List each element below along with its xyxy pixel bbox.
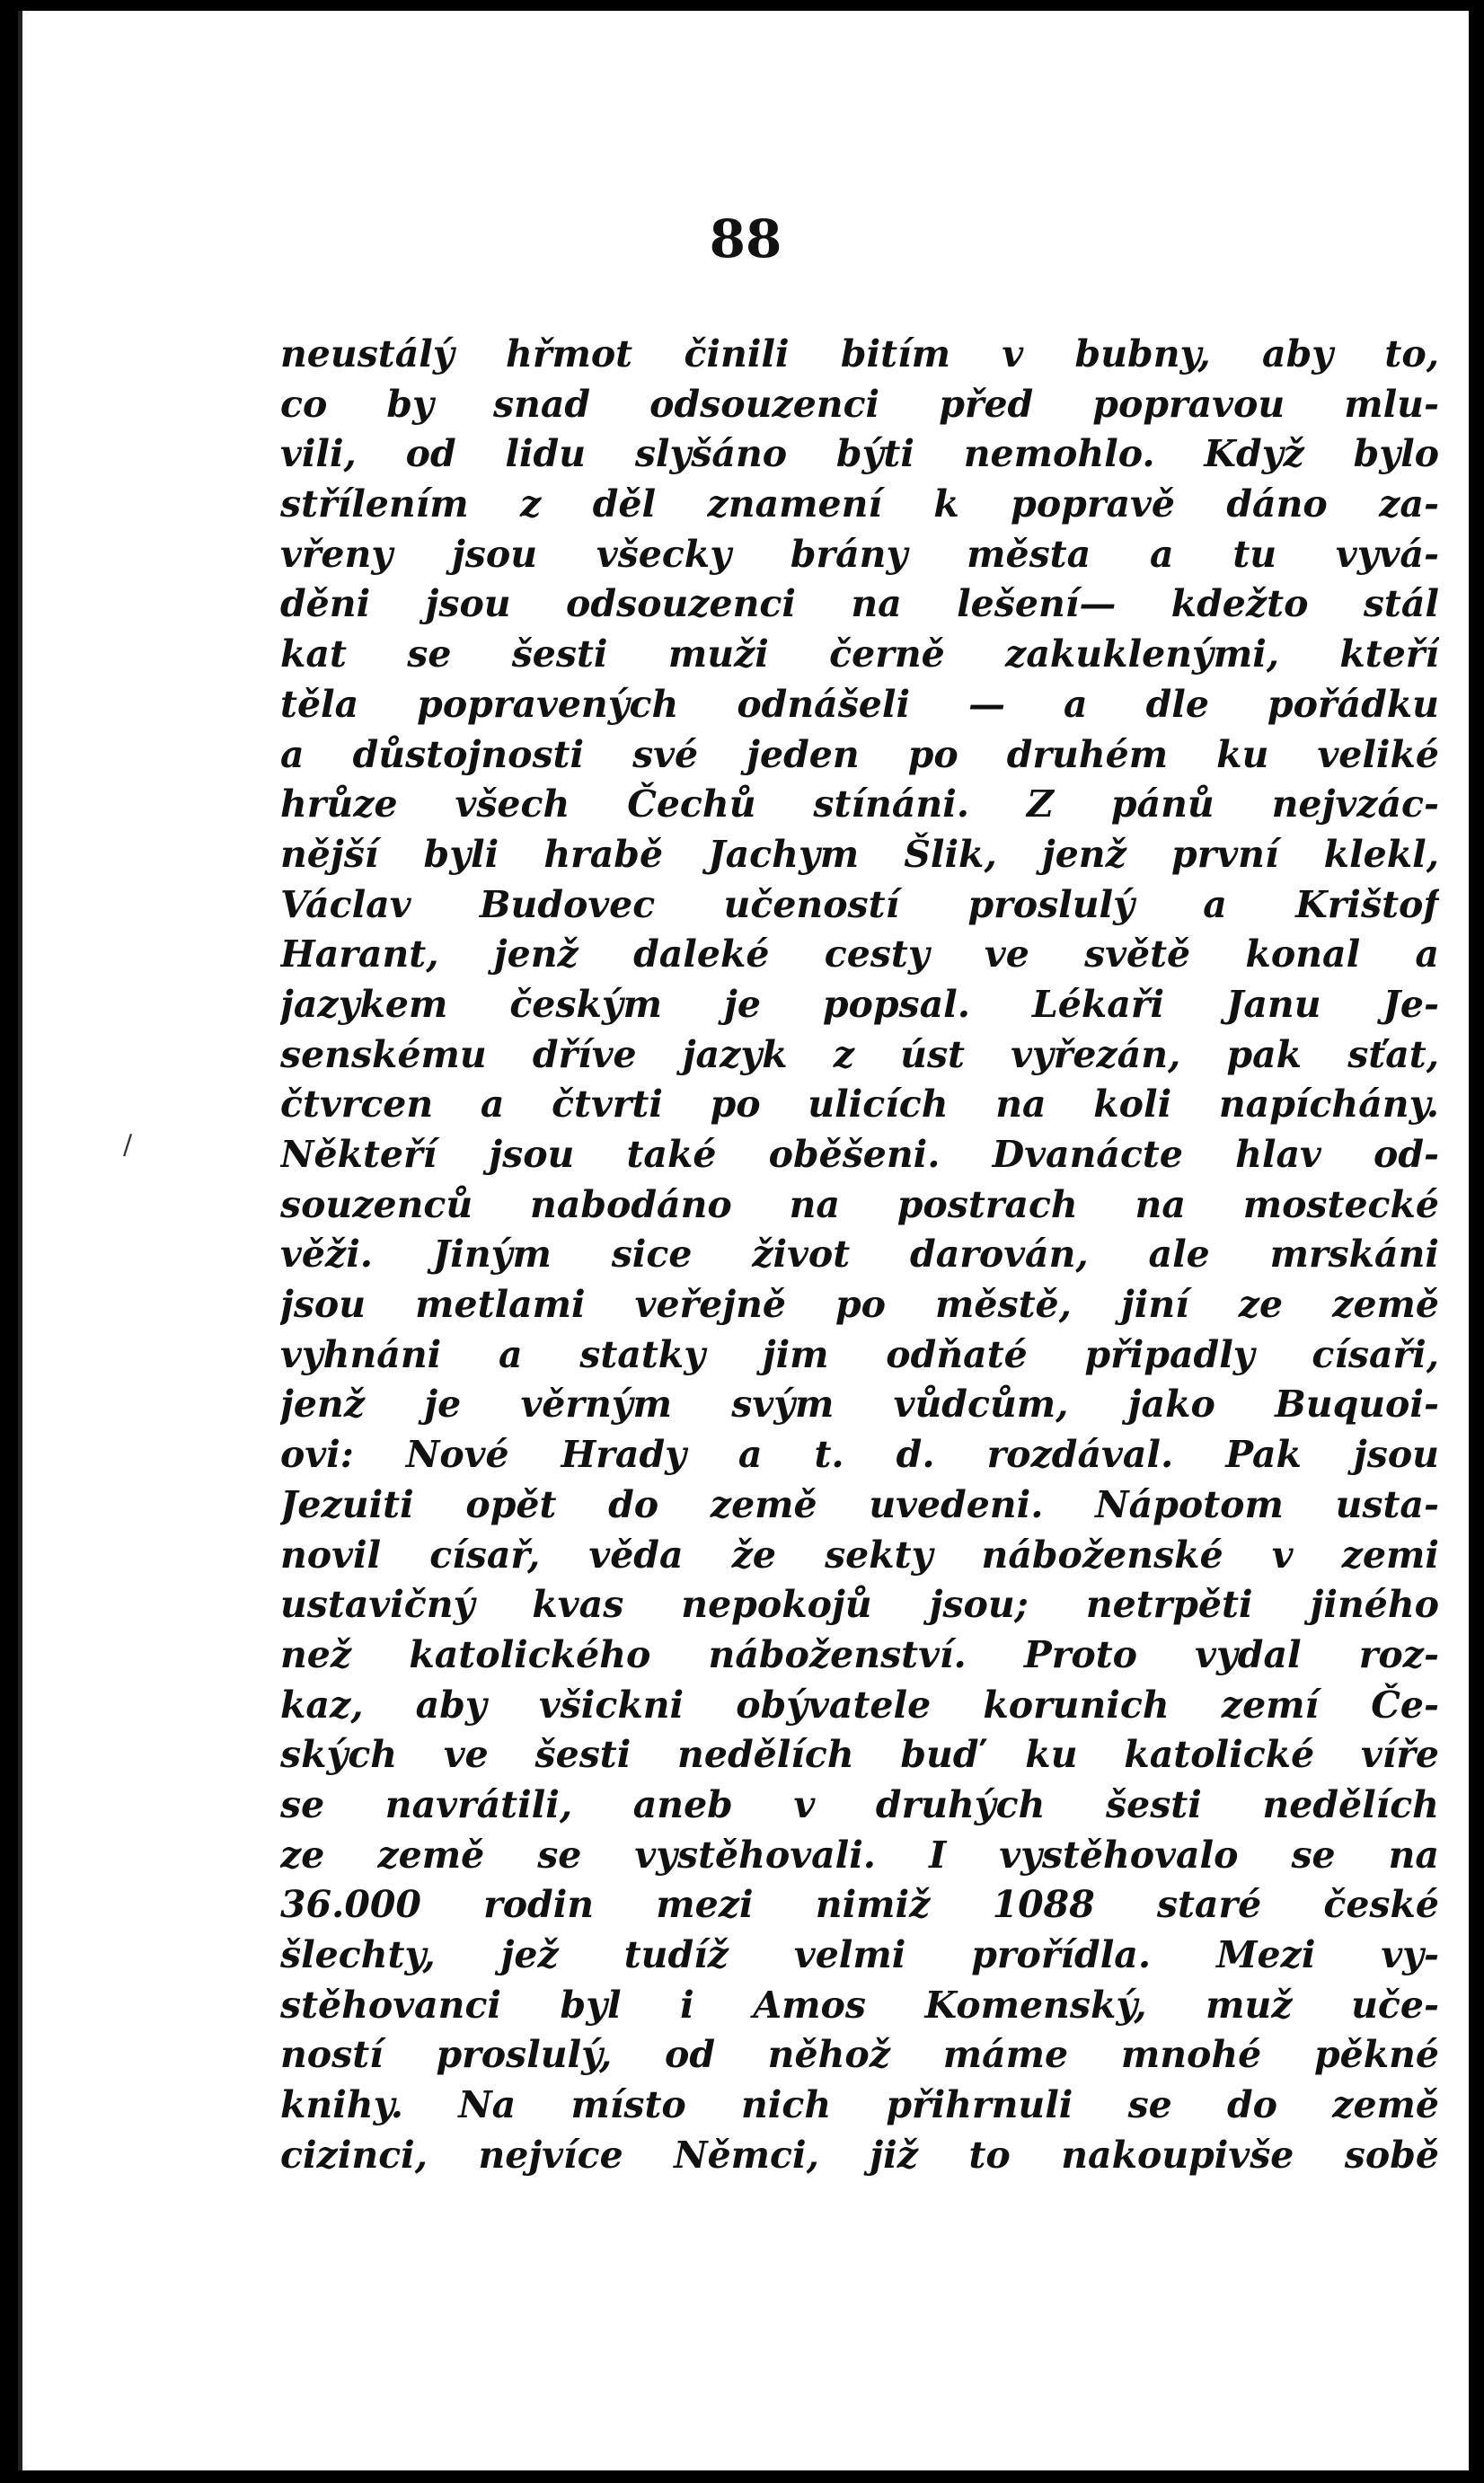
text-line: novil císař, věda že sekty náboženské v zemi <box>280 1533 1439 1577</box>
text-line: Václav Budovec učeností proslulý a Krištof <box>280 882 1439 926</box>
text-line: vřeny jsou všecky brány města a tu vyvá- <box>280 532 1439 576</box>
text-line: ských ve šesti nedělích buď ku katolické víře <box>280 1733 1439 1777</box>
text-line: jsou metlami veřejně po městě, jiní ze země <box>280 1283 1439 1327</box>
page-number: 88 <box>709 208 782 270</box>
text-line: 36.000 rodin mezi nimiž 1088 staré české <box>280 1883 1439 1927</box>
text-line: senskému dříve jazyk z úst vyřezán, pak sťat, <box>280 1032 1439 1076</box>
text-line: ovi: Nové Hrady a t. d. rozdával. Pak jsou <box>280 1433 1439 1477</box>
text-line: kat se šesti muži černě zakuklenými, kteří <box>280 632 1439 676</box>
text-line: šlechty, jež tudíž velmi prořídla. Mezi vy- <box>280 1933 1439 1976</box>
text-line: jenž je věrným svým vůdcům, jako Buquoi- <box>280 1383 1439 1427</box>
book-page <box>18 11 1469 2470</box>
body-text <box>280 330 1439 2180</box>
text-line: ností proslulý, od něhož máme mnohé pěkné <box>280 2033 1439 2077</box>
text-line: souzenců nabodáno na postrach na mostecké <box>280 1182 1439 1226</box>
text-line: než katolického náboženství. Proto vydal roz- <box>280 1632 1439 1676</box>
text-line: Harant, jenž daleké cesty ve světě konal a <box>280 932 1439 976</box>
text-line: se navrátili, aneb v druhých šesti nedělích <box>280 1782 1439 1826</box>
text-line: hrůze všech Čechů stínáni. Z pánů nejvzác- <box>280 782 1439 826</box>
text-line: nější byli hrabě Jachym Šlik, jenž první klekl, <box>280 832 1439 876</box>
text-line: kaz, aby všickni obývatele korunich zemí Če- <box>280 1683 1439 1727</box>
text-line: jazykem českým je popsal. Lékaři Janu Je- <box>280 982 1439 1026</box>
text-line: Jezuiti opět do země uvedeni. Nápotom usta- <box>280 1482 1439 1526</box>
text-line: a důstojnosti své jeden po druhém ku veliké <box>280 732 1439 776</box>
text-line: ustavičný kvas nepokojů jsou; netrpěti jiného <box>280 1583 1439 1627</box>
text-line: těla popravených odnášeli — a dle pořádku <box>280 682 1439 726</box>
text-line: neustálý hřmot činili bitím v bubny, aby to, <box>280 332 1439 376</box>
text-line: co by snad odsouzenci před popravou mlu- <box>280 382 1439 426</box>
margin-mark: / <box>123 1129 133 1161</box>
text-line: vyhnáni a statky jim odňaté připadly císaři, <box>280 1332 1439 1376</box>
text-line: věži. Jiným sice život darován, ale mrskáni <box>280 1233 1439 1277</box>
text-line: Někteří jsou také oběšeni. Dvanácte hlav od- <box>280 1133 1439 1176</box>
text-line: vili, od lidu slyšáno býti nemohlo. Když bylo <box>280 432 1439 476</box>
text-line: děni jsou odsouzenci na lešení— kdežto stál <box>280 582 1439 626</box>
text-line: stěhovanci byl i Amos Komenský, muž uče- <box>280 1983 1439 2027</box>
text-line: cizinci, nejvíce Němci, již to nakoupivše sobě <box>280 2133 1439 2177</box>
text-line: čtvrcen a čtvrti po ulicích na koli napíchány. <box>280 1082 1439 1127</box>
text-line: střílením z děl znamení k popravě dáno za- <box>280 482 1439 526</box>
text-line: knihy. Na místo nich přihrnuli se do země <box>280 2083 1439 2127</box>
text-line: ze země se vystěhovali. I vystěhovalo se na <box>280 1833 1439 1877</box>
